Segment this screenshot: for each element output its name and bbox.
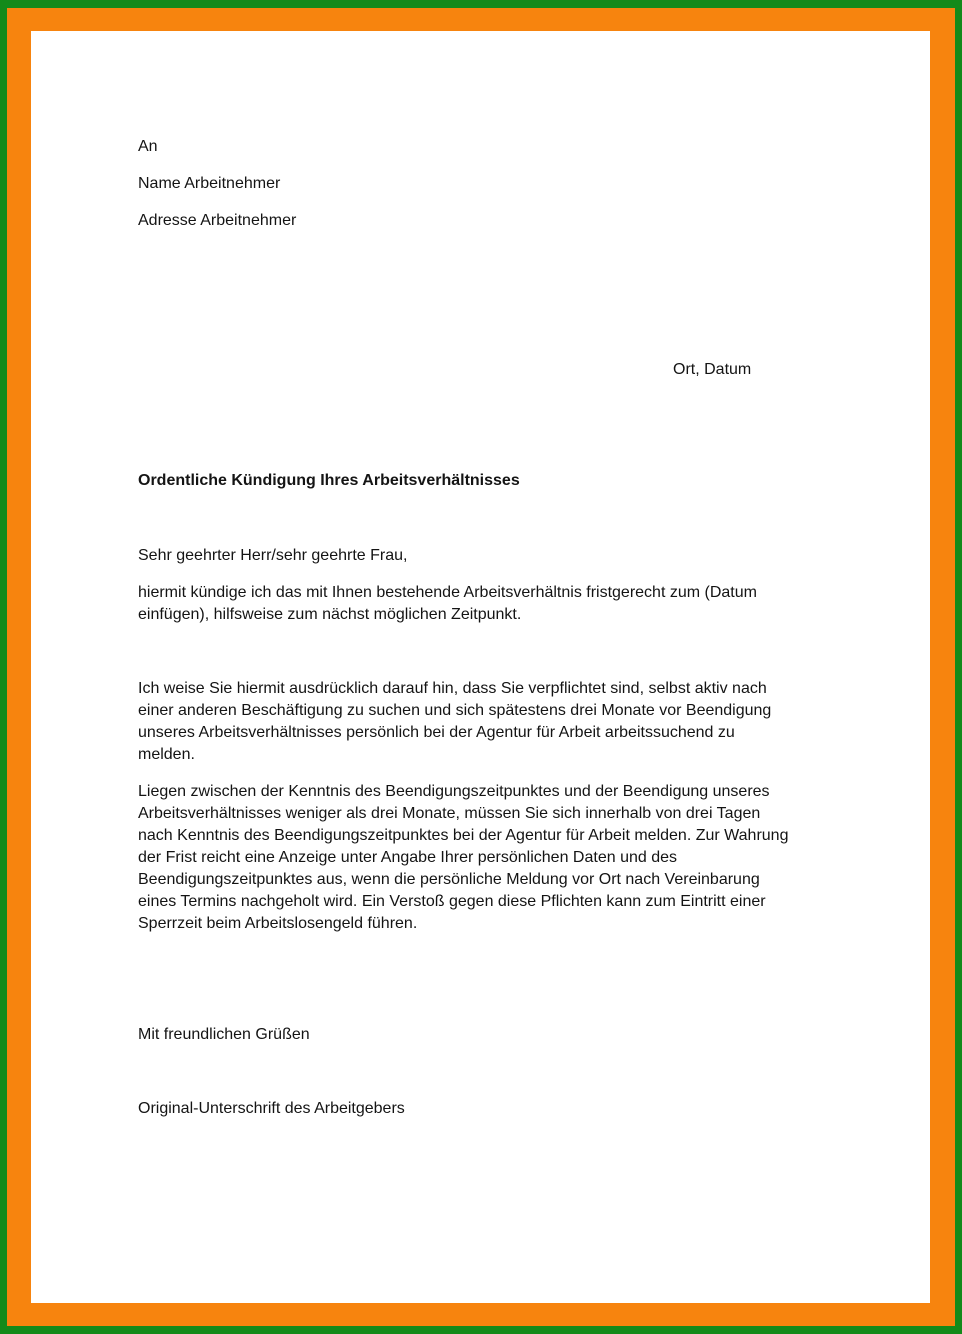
paragraph-job-search-duty: [138, 678, 828, 766]
letter-subject: Ordentliche Kündigung Ihres Arbeitsverhältnisses: [138, 472, 520, 489]
paragraph-line: Beendigungszeitpunktes aus, wenn die persönliche Meldung vor Ort nach Vereinbarung: [138, 871, 760, 888]
paragraph-line: Sperrzeit beim Arbeitslosengeld führen.: [138, 915, 418, 932]
recipient-to-label: An: [138, 138, 158, 155]
paragraph-line: melden.: [138, 746, 195, 763]
closing: Mit freundlichen Grüßen: [138, 1026, 310, 1043]
letter-page: [31, 31, 930, 1303]
salutation: Sehr geehrter Herr/sehr geehrte Frau,: [138, 547, 408, 564]
signature-line: Original-Unterschrift des Arbeitgebers: [138, 1100, 405, 1117]
paragraph-line: einfügen), hilfsweise zum nächst möglichen Zeitpunkt.: [138, 606, 522, 623]
paragraph-line: hiermit kündige ich das mit Ihnen bestehende Arbeitsverhältnis fristgerecht zum (Datum: [138, 584, 757, 601]
place-date: Ort, Datum: [673, 361, 752, 378]
paragraph-line: unseres Arbeitsverhältnisses persönlich bei der Agentur für Arbeit arbeitssuchend zu: [138, 724, 735, 741]
paragraph-line: Arbeitsverhältnisses weniger als drei Monate, müssen Sie sich innerhalb von drei Tagen: [138, 805, 761, 822]
paragraph-line: Ich weise Sie hiermit ausdrücklich darauf hin, dass Sie verpflichtet sind, selbst aktiv nach: [138, 680, 767, 697]
paragraph-notice: [138, 582, 828, 626]
paragraph-line: der Frist reicht eine Anzeige unter Angabe Ihrer persönlichen Daten und des: [138, 849, 677, 866]
recipient-name: Name Arbeitnehmer: [138, 175, 281, 192]
paragraph-line: einer anderen Beschäftigung zu suchen und sich spätestens drei Monate vor Beendigung: [138, 702, 772, 719]
paragraph-line: eines Termins nachgeholt wird. Ein Verstoß gegen diese Pflichten kann zum Eintritt einer: [138, 893, 766, 910]
paragraph-line: nach Kenntnis des Beendigungszeitpunktes bei der Agentur für Arbeit melden. Zur Wahrung: [138, 827, 789, 844]
paragraph-registration-deadline: [138, 781, 828, 935]
paragraph-line: Liegen zwischen der Kenntnis des Beendigungszeitpunktes und der Beendigung unseres: [138, 783, 770, 800]
recipient-address: Adresse Arbeitnehmer: [138, 212, 297, 229]
